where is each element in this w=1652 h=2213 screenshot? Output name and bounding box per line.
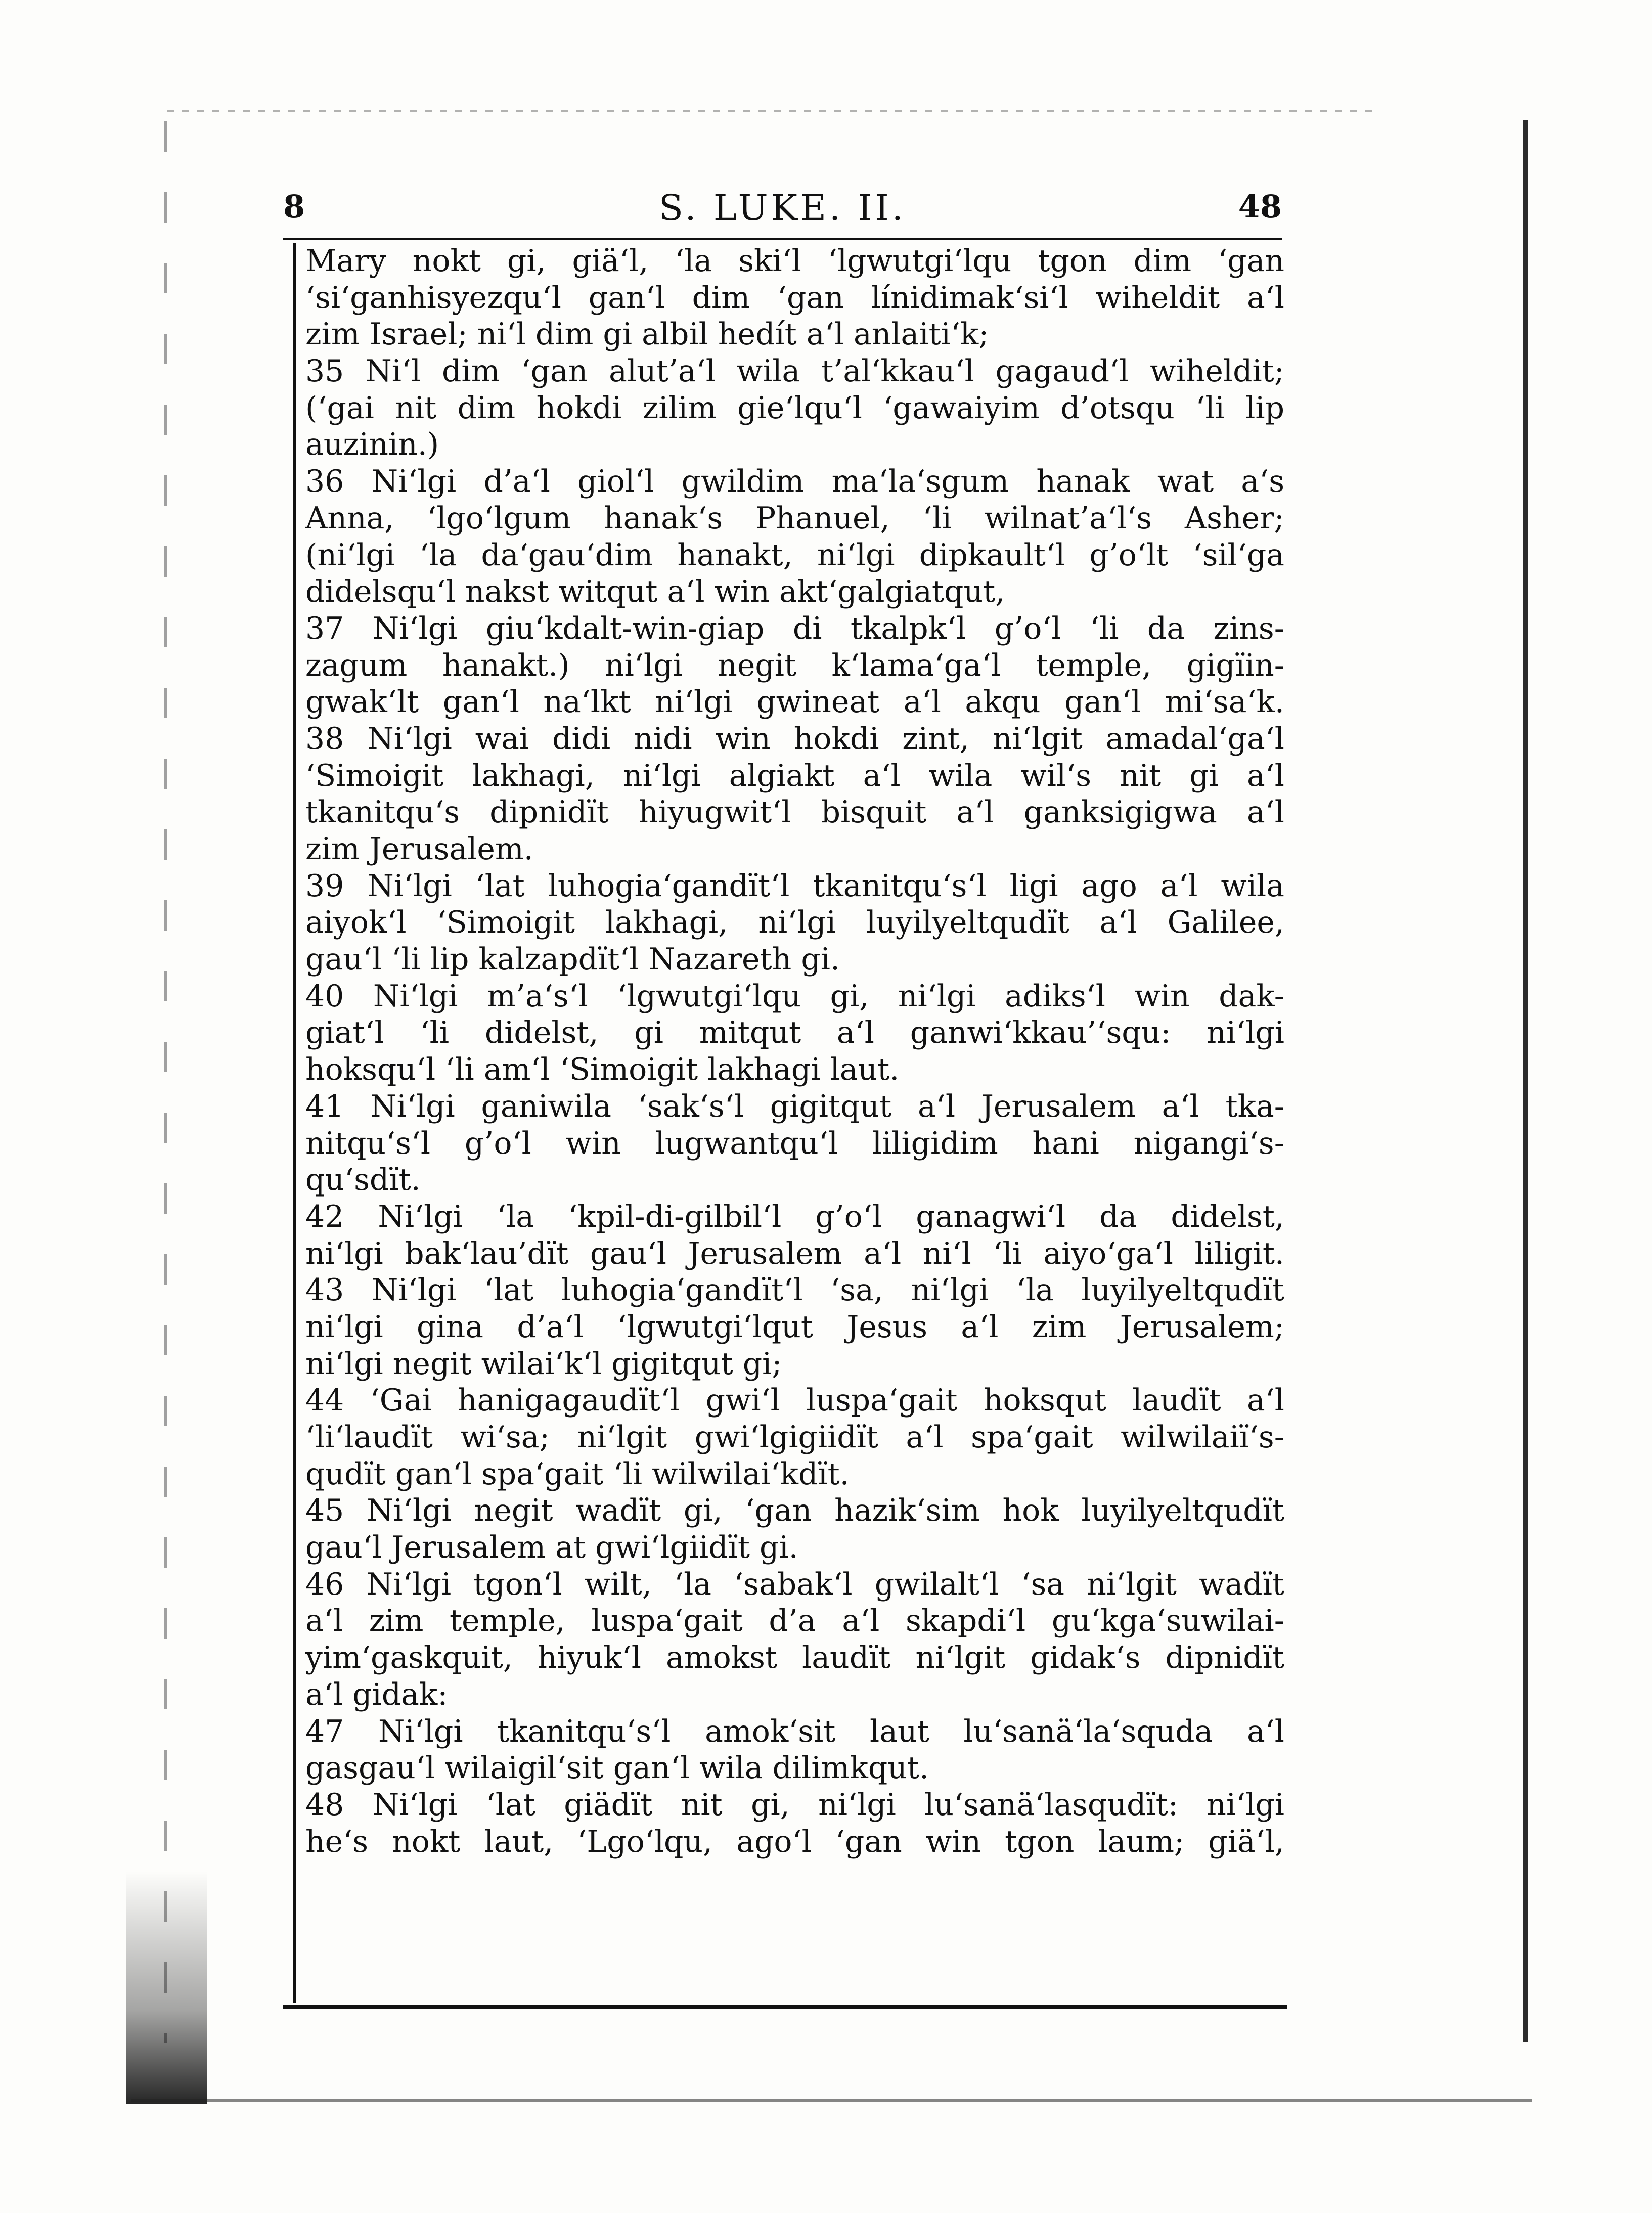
scan-edge-right	[1523, 120, 1528, 2042]
text-line: nitqu‘s‘l g’o‘l win lugwantqu‘l liligidim hani nigangi‘s-	[305, 1125, 1284, 1161]
text-line: auzinin.)	[305, 427, 439, 463]
text-line: ‘Simoigit lakhagi, ni‘lgi algiakt a‘l wila wil‘s nit gi a‘l	[305, 758, 1284, 793]
text-line: ‘li‘laudït wi‘sa; ni‘lgit gwi‘lgigiidït a‘l spa‘gait wilwilaiï‘s-	[305, 1420, 1284, 1455]
text-column	[293, 243, 1284, 2003]
text-line: didelsqu‘l nakst witqut a‘l win akt‘galgiatqut,	[305, 574, 1005, 610]
page-title: S. LUKE. II.	[658, 187, 907, 229]
text-line: yim‘gaskquit, hiyuk‘l amokst laudït ni‘lgit gidak‘s dipnidït	[305, 1640, 1284, 1676]
text-line: 38 Ni‘lgi wai didi nidi win hokdi zint, ni‘lgit amadal‘ga‘l	[305, 721, 1284, 757]
text-line: hoksqu‘l ‘li am‘l ‘Simoigit lakhagi laut.	[305, 1052, 900, 1088]
text-line: a‘l zim temple, luspa‘gait d’a a‘l skapdi‘l gu‘kga‘suwilai-	[305, 1603, 1284, 1639]
scan-edge-left	[164, 121, 167, 2043]
text-line: tkanitqu‘s dipnidït hiyugwit‘l bisquit a‘l ganksigigwa a‘l	[305, 794, 1284, 830]
text-line: giat‘l ‘li didelst, gi mitqut a‘l ganwi‘kkau’‘squ: ni‘lgi	[305, 1015, 1284, 1051]
running-header	[283, 182, 1282, 240]
text-line: 43 Ni‘lgi ‘lat luhogia‘gandït‘l ‘sa, ni‘lgi ‘la luyilyeltqudït	[305, 1272, 1284, 1308]
text-line: zagum hanakt.) ni‘lgi negit k‘lama‘ga‘l temple, gigïin-	[305, 647, 1284, 683]
text-line: zim Israel; ni‘l dim gi albil hedít a‘l anlaiti‘k;	[305, 317, 989, 352]
text-line: 40 Ni‘lgi m’a‘s‘l ‘lgwutgi‘lqu gi, ni‘lgi adiks‘l win dak-	[305, 978, 1284, 1014]
text-line: a‘l gidak:	[305, 1676, 448, 1712]
text-line: ni‘lgi negit wilai‘k‘l gigitqut gi;	[305, 1346, 782, 1382]
text-line: zim Jerusalem.	[305, 831, 533, 867]
scan-edge-top	[167, 110, 1380, 112]
text-line: gau‘l ‘li lip kalzapdït‘l Nazareth gi.	[305, 942, 840, 978]
scan-shadow-corner	[126, 1871, 207, 2104]
text-line: 48 Ni‘lgi ‘lat giädït nit gi, ni‘lgi lu‘sanä‘lasqudït: ni‘lgi	[305, 1787, 1284, 1823]
header-left-number: 8	[283, 188, 305, 225]
bottom-rule	[283, 2005, 1287, 2009]
text-line: gasgau‘l wilaigil‘sit gan‘l wila dilimkqut.	[305, 1750, 929, 1786]
text-line: 47 Ni‘lgi tkanitqu‘s‘l amok‘sit laut lu‘sanä‘la‘squda a‘l	[305, 1713, 1284, 1749]
text-line: ‘si‘ganhisyezqu‘l gan‘l dim ‘gan línidimak‘si‘l wiheldit a‘l	[305, 280, 1284, 316]
text-line: gwak‘lt gan‘l na‘lkt ni‘lgi gwineat a‘l akqu gan‘l mi‘sa‘k.	[305, 684, 1284, 720]
text-line: qu‘sdït.	[305, 1162, 421, 1198]
text-line: 35 Ni‘l dim ‘gan alut’a‘l wila t’al‘kkau‘l gagaud‘l wiheldit;	[305, 353, 1284, 389]
text-line: 46 Ni‘lgi tgon‘l wilt, ‘la ‘sabak‘l gwilalt‘l ‘sa ni‘lgit wadït	[305, 1566, 1284, 1602]
text-line: 45 Ni‘lgi negit wadït gi, ‘gan hazik‘sim hok luyilyeltqudït	[305, 1493, 1284, 1529]
text-line: 37 Ni‘lgi giu‘kdalt-win-giap di tkalpk‘l g’o‘l ‘li da zins-	[305, 610, 1284, 646]
text-line: 39 Ni‘lgi ‘lat luhogia‘gandït‘l tkanitqu‘s‘l ligi ago a‘l wila	[305, 868, 1284, 904]
header-right-number: 48	[1238, 188, 1282, 225]
text-line: he‘s nokt laut, ‘Lgo‘lqu, ago‘l ‘gan win tgon laum; giä‘l,	[305, 1824, 1284, 1860]
scan-edge-bottom	[131, 2099, 1532, 2102]
text-line: Mary nokt gi, giä‘l, ‘la ski‘l ‘lgwutgi‘lqu tgon dim ‘gan	[305, 243, 1284, 279]
text-line: (ni‘lgi ‘la da‘gau‘dim hanakt, ni‘lgi dipkault‘l g’o‘lt ‘sil‘ga	[305, 537, 1284, 573]
text-line: Anna, ‘lgo‘lgum hanak‘s Phanuel, ‘li wilnat’a‘l‘s Asher;	[305, 500, 1284, 536]
text-line: aiyok‘l ‘Simoigit lakhagi, ni‘lgi luyilyeltqudït a‘l Galilee,	[305, 905, 1284, 941]
text-line: 42 Ni‘lgi ‘la ‘kpil-di-gilbil‘l g’o‘l ganagwi‘l da didelst,	[305, 1199, 1284, 1234]
text-line: (‘gai nit dim hokdi zilim gie‘lqu‘l ‘gawaiyim d’otsqu ‘li lip	[305, 390, 1284, 426]
text-line: ni‘lgi bak‘lau’dït gau‘l Jerusalem a‘l ni‘l ‘li aiyo‘ga‘l liligit.	[305, 1235, 1284, 1271]
text-line: ni‘lgi gina d’a‘l ‘lgwutgi‘lqut Jesus a‘l zim Jerusalem;	[305, 1309, 1284, 1345]
text-line: 41 Ni‘lgi ganiwila ‘sak‘s‘l gigitqut a‘l Jerusalem a‘l tka-	[305, 1088, 1284, 1124]
text-line: qudït gan‘l spa‘gait ‘li wilwilai‘kdït.	[305, 1456, 850, 1492]
text-line: 44 ‘Gai hanigagaudït‘l gwi‘l luspa‘gait hoksqut laudït a‘l	[305, 1383, 1284, 1419]
text-line: 36 Ni‘lgi d’a‘l giol‘l gwildim ma‘la‘sgum hanak wat a‘s	[305, 464, 1284, 500]
text-line: gau‘l Jerusalem at gwi‘lgiidït gi.	[305, 1530, 798, 1566]
